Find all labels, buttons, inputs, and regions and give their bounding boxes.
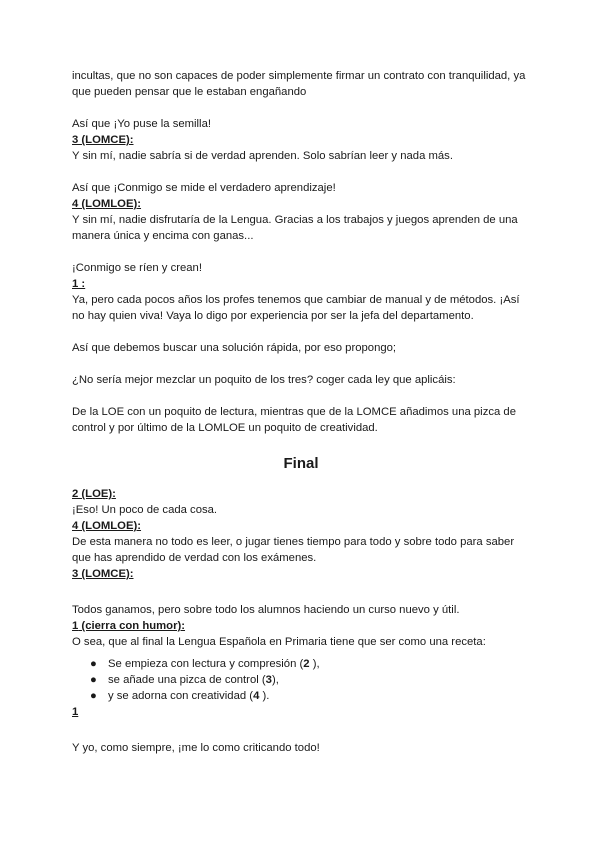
bullet-icon: ● bbox=[90, 674, 97, 686]
paragraph: ¡Conmigo se ríen y crean! bbox=[72, 262, 202, 274]
paragraph: Así que debemos buscar una solución rápida, por eso propongo; bbox=[72, 342, 397, 354]
speaker-heading-4-lomloe: 4 (LOMLOE): bbox=[72, 198, 142, 210]
paragraph: Y sin mí, nadie sabría si de verdad aprenden. Solo sabrían leer y nada más. bbox=[72, 150, 453, 162]
paragraph: incultas, que no son capaces de poder simplemente firmar un contrato con tranquilidad, ya que pueden pensar que le estaban engañando bbox=[72, 70, 526, 98]
list-item bbox=[72, 656, 530, 672]
document-page bbox=[72, 68, 530, 756]
speaker-heading-1: 1 : bbox=[72, 278, 86, 290]
speaker-heading-4-lomloe: 4 (LOMLOE): bbox=[72, 520, 142, 532]
list-item-number: 2 bbox=[303, 658, 310, 670]
paragraph: Y sin mí, nadie disfrutaría de la Lengua. Gracias a los trabajos y juegos aprenden de una manera única y encima con ganas... bbox=[72, 214, 518, 242]
speaker-heading-3-lomce: 3 (LOMCE): bbox=[72, 134, 134, 146]
speaker-note: (cierra con humor): bbox=[78, 620, 186, 632]
list-item-text: ). bbox=[259, 690, 270, 702]
list-item-number: 3 bbox=[265, 674, 272, 686]
paragraph: Todos ganamos, pero sobre todo los alumnos haciendo un curso nuevo y útil. bbox=[72, 604, 460, 616]
speaker-heading-3-lomce: 3 (LOMCE): bbox=[72, 568, 134, 580]
section-title-final: Final bbox=[283, 455, 319, 472]
speaker-number: 1 bbox=[72, 620, 79, 632]
speaker-heading-1-humor bbox=[72, 618, 530, 634]
paragraph: De la LOE con un poquito de lectura, mientras que de la LOMCE añadimos una pizca de control y por último de la LOMLOE un poquito de creatividad. bbox=[72, 406, 516, 434]
paragraph: Así que ¡Conmigo se mide el verdadero aprendizaje! bbox=[72, 182, 336, 194]
paragraph: Así que ¡Yo puse la semilla! bbox=[72, 118, 211, 130]
bullet-icon: ● bbox=[90, 690, 97, 702]
list-item-number: 4 bbox=[253, 690, 260, 702]
recipe-list bbox=[72, 656, 530, 704]
list-item bbox=[72, 672, 530, 688]
list-item bbox=[72, 688, 530, 704]
paragraph: De esta manera no todo es leer, o jugar tienes tiempo para todo y sobre todo para saber que has aprendido de verdad con los exámenes. bbox=[72, 536, 515, 564]
paragraph: ¿No sería mejor mezclar un poquito de los tres? coger cada ley que aplicáis: bbox=[72, 374, 456, 386]
list-item-text: ), bbox=[271, 674, 279, 686]
paragraph: Y yo, como siempre, ¡me lo como criticando todo! bbox=[72, 742, 320, 754]
list-item-text: Se empieza con lectura y compresión ( bbox=[108, 658, 304, 670]
list-item-text: y se adorna con creatividad ( bbox=[108, 690, 254, 702]
paragraph: ¡Eso! Un poco de cada cosa. bbox=[72, 504, 218, 516]
list-item-text: ), bbox=[309, 658, 320, 670]
list-item-text: se añade una pizca de control ( bbox=[108, 674, 266, 686]
bullet-icon: ● bbox=[90, 658, 97, 670]
speaker-heading-1: 1 bbox=[72, 706, 79, 718]
paragraph: Ya, pero cada pocos años los profes tenemos que cambiar de manual y de métodos. ¡Así no hay quien viva! Vaya lo digo por experiencia por ser la jefa del departamento. bbox=[72, 294, 520, 322]
paragraph: O sea, que al final la Lengua Española en Primaria tiene que ser como una receta: bbox=[72, 636, 486, 648]
speaker-heading-2-loe: 2 (LOE): bbox=[72, 488, 116, 500]
